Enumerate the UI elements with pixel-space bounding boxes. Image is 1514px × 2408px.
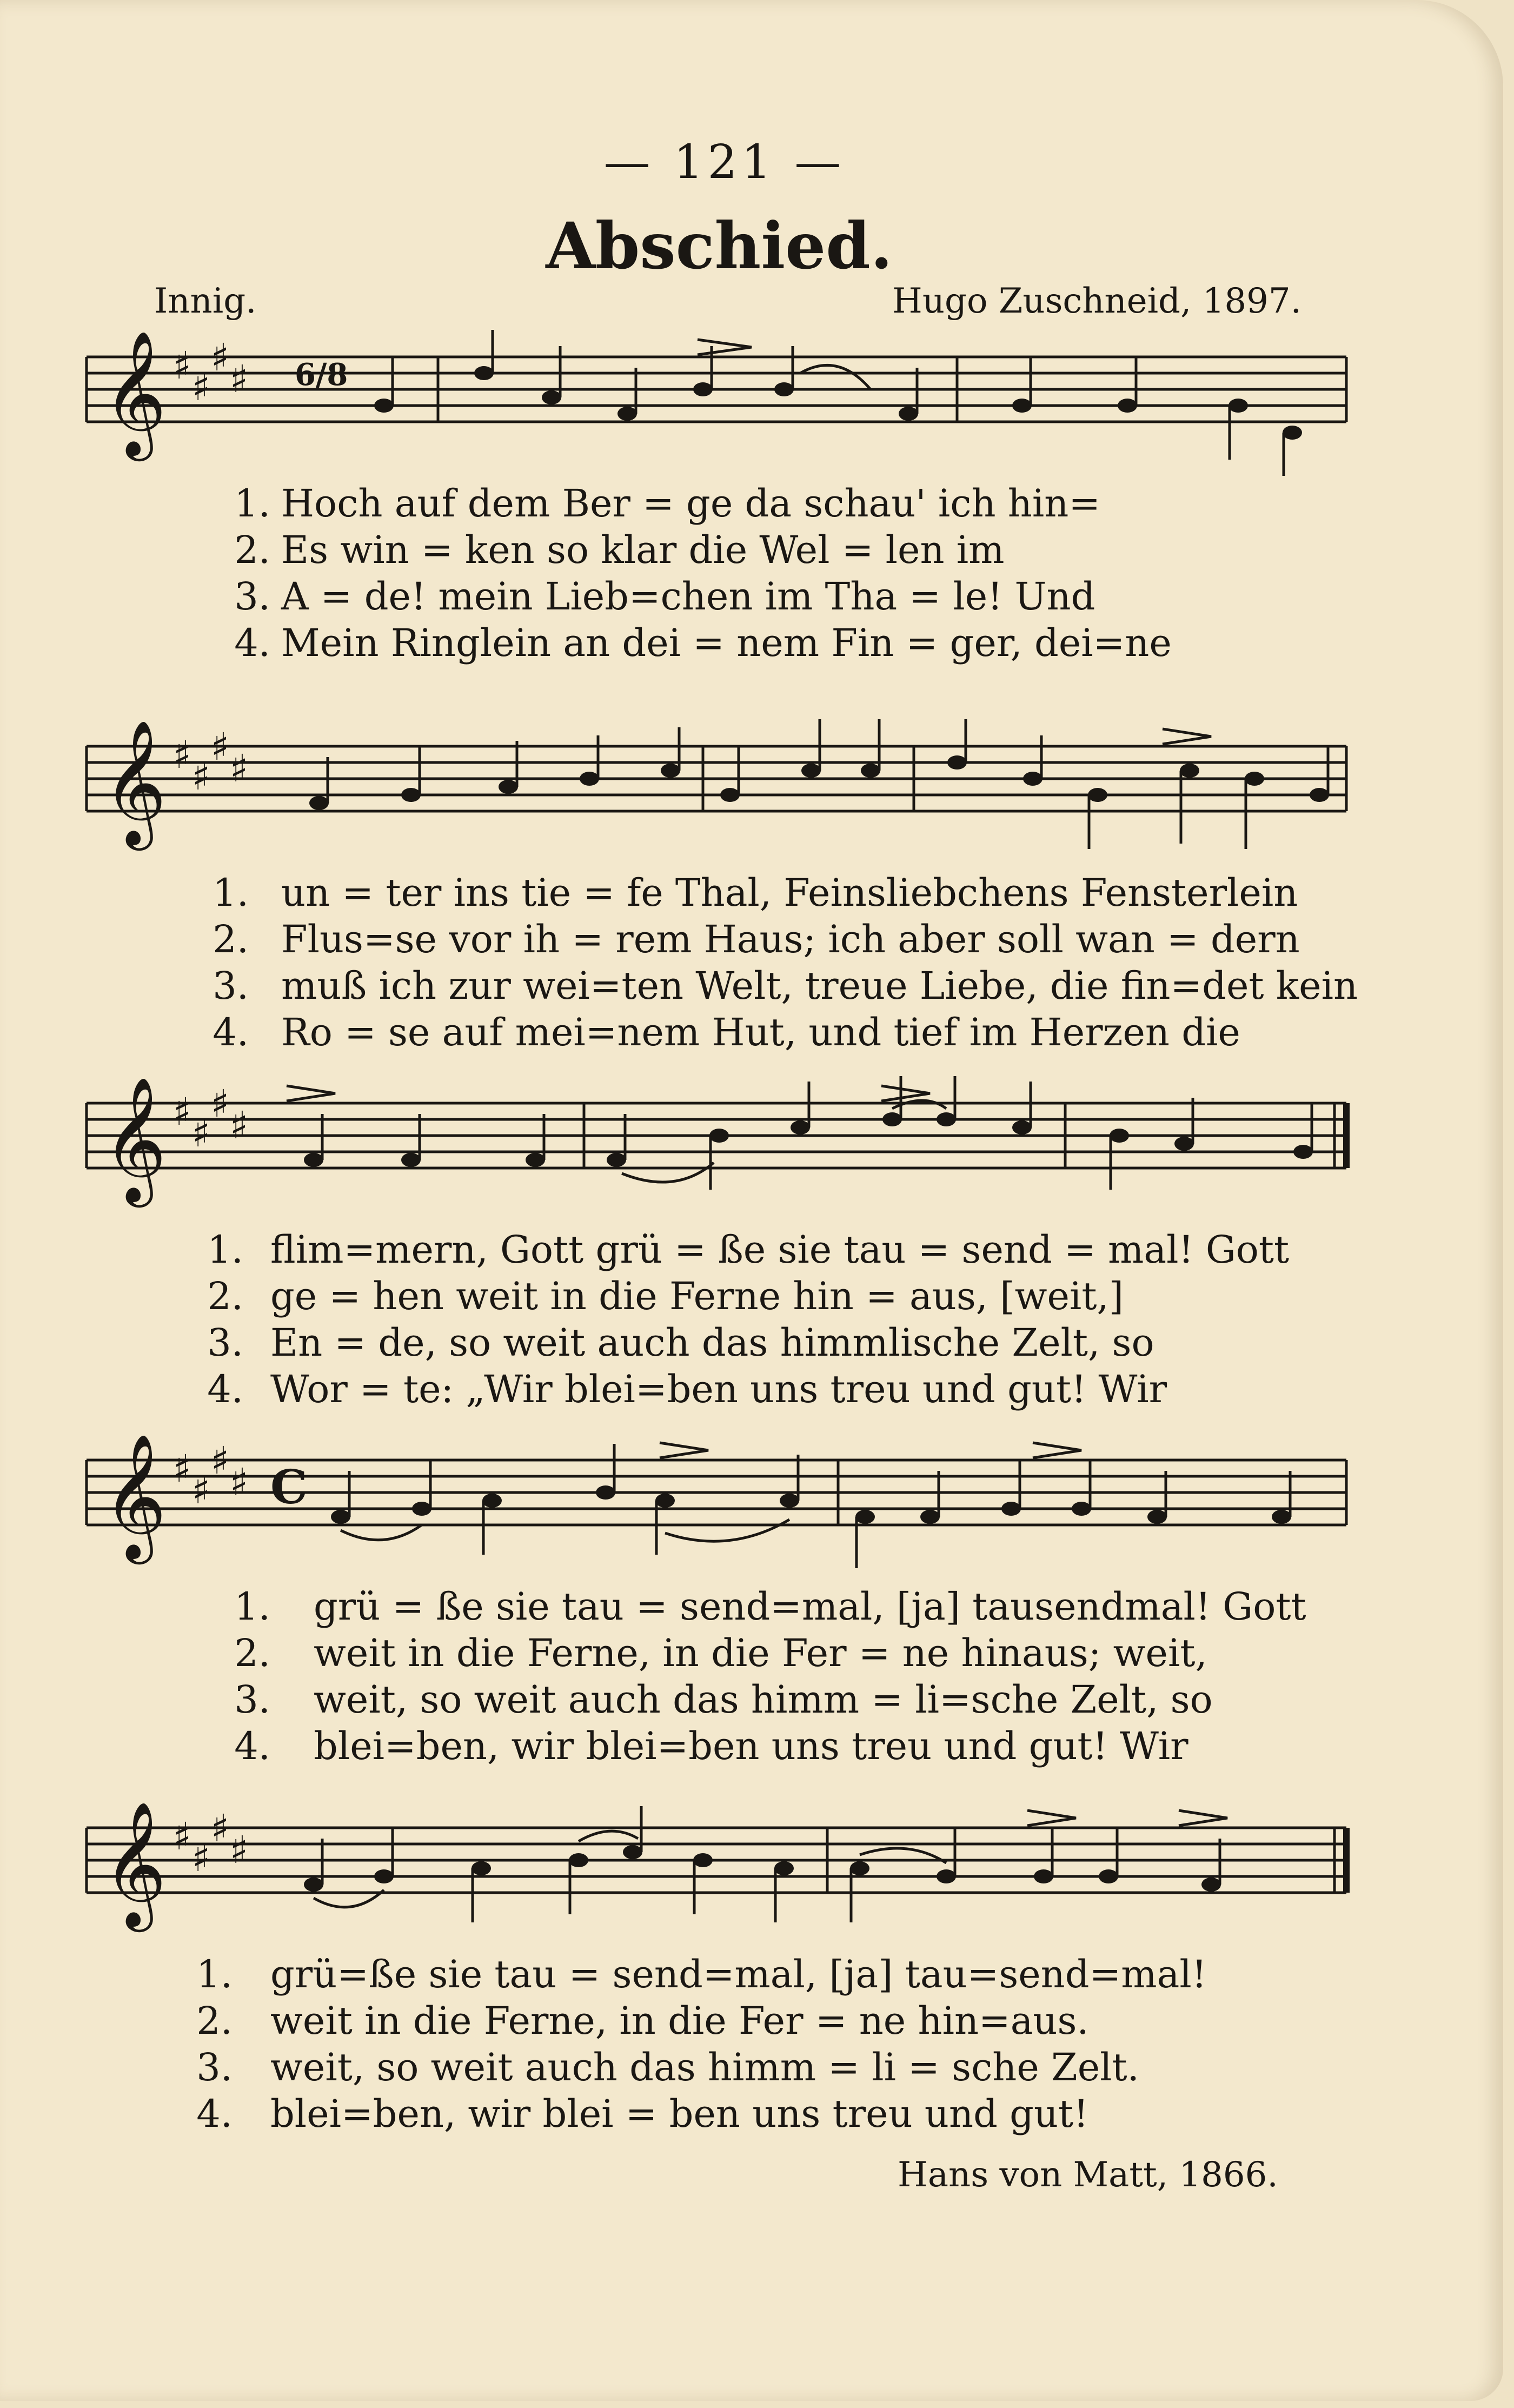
svg-text:♯: ♯	[173, 1814, 191, 1859]
verse-line: 3. En = de, so weit auch das himmlische Zelt, so	[207, 1321, 1154, 1365]
time-signature: 6/8	[295, 357, 348, 393]
lyrics-block-3	[81, 1228, 1352, 1414]
verse-line: 4. blei=ben, wir blei=ben uns treu und gut! Wir	[234, 1724, 1188, 1768]
lyrics-block-2	[81, 871, 1358, 1057]
verse-line: 3. weit, so weit auch das himm = li=sche Zelt, so	[234, 1677, 1213, 1722]
lyrics-block-4	[81, 1584, 1352, 1770]
staff-2	[81, 714, 1352, 876]
composer-credit: Hugo Zuschneid, 1897.	[892, 281, 1301, 321]
svg-text:♯: ♯	[192, 1468, 210, 1513]
svg-text:𝄞: 𝄞	[103, 330, 167, 456]
verse-line: 3. weit, so weit auch das himm = li = sche Zelt.	[196, 2045, 1139, 2089]
verse-line: 4. blei=ben, wir blei = ben uns treu und gut!	[196, 2092, 1089, 2136]
verse-line: 1. flim=mern, Gott grü = ße sie tau = send = mal! Gott	[207, 1228, 1290, 1272]
page-number: — 121 —	[603, 135, 846, 189]
verse-line: 1. Hoch auf dem Ber = ge da schau' ich hin=	[234, 481, 1100, 526]
poet-credit: Hans von Matt, 1866.	[898, 2155, 1278, 2195]
svg-text:𝄞: 𝄞	[103, 1076, 167, 1202]
verse-line: 2. weit in die Ferne, in die Fer = ne hin=aus.	[196, 1999, 1089, 2043]
svg-text:♯: ♯	[211, 725, 229, 769]
staff-5	[81, 1795, 1352, 1958]
verse-line: 1. grü=ße sie tau = send=mal, [ja] tau=send=mal!	[196, 1952, 1207, 1996]
svg-text:♯: ♯	[173, 733, 191, 777]
common-time: C	[270, 1460, 308, 1515]
svg-text:♯: ♯	[192, 1111, 210, 1156]
song-title: Abschied.	[546, 208, 893, 283]
staff-1	[81, 324, 1352, 487]
tempo-marking: Innig.	[154, 281, 257, 321]
lyrics-block-1	[81, 481, 1352, 667]
verse-line: 4. Ro = se auf mei=nem Hut, und tief im Herzen die	[213, 1010, 1240, 1054]
svg-text:♯: ♯	[211, 1806, 229, 1850]
svg-text:♯: ♯	[211, 1082, 229, 1126]
verse-line: 2. ge = hen weit in die Ferne hin = aus, [weit,]	[207, 1274, 1124, 1318]
verse-line: 4. Mein Ringlein an dei = nem Fin = ger, dei=ne	[234, 621, 1172, 665]
svg-text:♯: ♯	[192, 754, 210, 799]
verse-line: 1. un = ter ins tie = fe Thal, Feinsliebchens Fensterlein	[213, 871, 1298, 915]
svg-text:♯: ♯	[230, 1460, 248, 1504]
verse-line: 1. grü = ße sie tau = send=mal, [ja] tausendmal! Gott	[234, 1584, 1306, 1629]
svg-text:♯: ♯	[230, 1103, 248, 1147]
svg-text:𝄞: 𝄞	[103, 719, 167, 845]
svg-text:♯: ♯	[173, 1090, 191, 1134]
svg-text:♯: ♯	[230, 357, 248, 401]
verse-line: 2. Es win = ken so klar die Wel = len im	[234, 528, 1005, 572]
svg-text:𝄞: 𝄞	[103, 1433, 167, 1559]
verse-line: 4. Wor = te: „Wir blei=ben uns treu und gut! Wir	[207, 1367, 1167, 1411]
verse-line: 3. muß ich zur wei=ten Welt, treue Liebe, die fin=det kein	[213, 964, 1358, 1008]
svg-text:♯: ♯	[173, 1447, 191, 1491]
svg-text:♯: ♯	[173, 343, 191, 388]
svg-text:♯: ♯	[230, 1828, 248, 1872]
svg-text:♯: ♯	[211, 1438, 229, 1483]
verse-line: 2. weit in die Ferne, in die Fer = ne hinaus; weit,	[234, 1631, 1207, 1675]
svg-text:𝄞: 𝄞	[103, 1801, 167, 1927]
svg-text:♯: ♯	[192, 1836, 210, 1880]
verse-line: 3. A = de! mein Lieb=chen im Tha = le! Und	[234, 574, 1095, 619]
staff-3	[81, 1071, 1352, 1233]
lyrics-block-5	[81, 1952, 1352, 2138]
svg-text:♯: ♯	[211, 335, 229, 380]
verse-line: 2. Flus=se vor ih = rem Haus; ich aber soll wan = dern	[213, 917, 1300, 961]
staff-4	[81, 1428, 1352, 1590]
svg-text:♯: ♯	[192, 365, 210, 409]
svg-text:♯: ♯	[230, 746, 248, 791]
